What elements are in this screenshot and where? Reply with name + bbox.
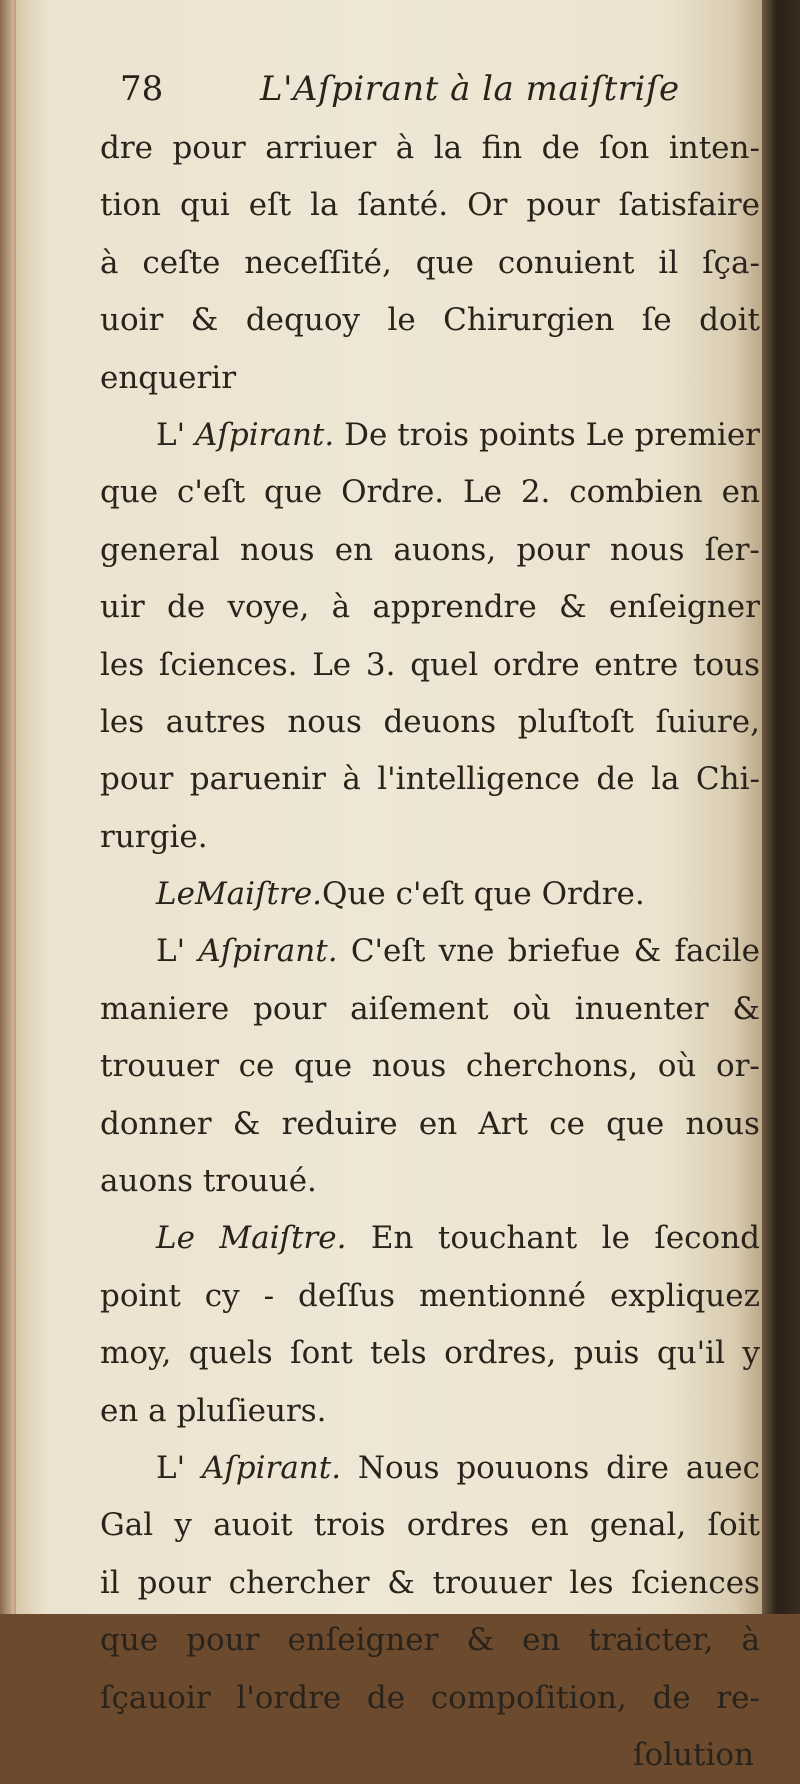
word: nous <box>287 703 362 740</box>
word: & <box>633 933 662 970</box>
word: pour <box>516 531 590 568</box>
word: à <box>100 244 119 281</box>
speaker-label: Aſpirant. <box>201 1449 342 1486</box>
word: l'ordre <box>236 1679 342 1716</box>
speaker-label: Le <box>156 876 195 913</box>
word: nous <box>685 1105 760 1142</box>
text-line <box>100 1670 760 1727</box>
word: il <box>100 1564 120 1601</box>
text-line <box>100 1038 760 1095</box>
word: ſatisfaire <box>618 187 760 224</box>
word: deſſus <box>298 1277 396 1314</box>
word: où <box>512 990 551 1027</box>
word: re- <box>716 1679 760 1716</box>
word: à <box>395 130 415 166</box>
word: & <box>732 990 760 1027</box>
word: En <box>370 1220 414 1257</box>
running-head-title: L'Aſpirant à la maiſtriſe <box>260 69 680 109</box>
word: auec <box>685 1449 760 1486</box>
word: conuient <box>497 244 635 281</box>
word: quels <box>188 1335 273 1372</box>
word: pouuons <box>456 1449 590 1486</box>
word: auons, <box>393 531 497 568</box>
word: Le <box>463 474 502 511</box>
word: facile <box>674 933 760 970</box>
word: traicter, <box>588 1622 714 1659</box>
word: ſciences. <box>158 646 298 683</box>
word: entre <box>594 646 679 683</box>
text-line <box>100 1325 760 1382</box>
text-line <box>100 522 760 579</box>
word: enſeigner <box>287 1622 439 1659</box>
word: que <box>293 1048 353 1085</box>
word: de <box>541 130 580 166</box>
catchword <box>100 1727 760 1784</box>
word: deuons <box>383 703 497 740</box>
word: tels <box>370 1335 427 1372</box>
word: de <box>366 1679 406 1716</box>
word: ſoit <box>707 1507 760 1544</box>
word: à <box>342 761 361 798</box>
word: & <box>466 1622 495 1659</box>
word: uir <box>100 589 145 626</box>
text-line <box>100 1497 760 1554</box>
page-text-block <box>100 58 760 1784</box>
word: expliquez <box>609 1277 760 1314</box>
word: pour <box>253 990 327 1027</box>
word: y <box>742 1335 760 1372</box>
word: les <box>100 646 145 683</box>
word: vne <box>438 933 495 970</box>
word: trouuer <box>432 1564 552 1601</box>
word: la <box>310 187 339 224</box>
word: dire <box>606 1449 670 1486</box>
word: pour <box>137 1564 211 1601</box>
text-line <box>100 177 760 234</box>
word: Ordre. <box>341 474 445 511</box>
word: L' <box>156 1449 186 1486</box>
text-line <box>100 809 760 866</box>
word: l'intelligence <box>377 761 580 798</box>
word: en a pluſieurs. <box>100 1392 327 1429</box>
word: en <box>334 531 374 568</box>
word: point <box>100 1277 181 1314</box>
text-line <box>100 1440 760 1497</box>
word: Chirurgien <box>443 302 615 339</box>
word: ſecond <box>654 1220 760 1257</box>
word: que <box>264 474 323 511</box>
word: ſont <box>290 1335 353 1372</box>
word: cherchons, <box>465 1048 639 1085</box>
word: & <box>232 1105 261 1142</box>
word: les <box>569 1564 614 1601</box>
speaker-label: Maiſtre. <box>194 876 323 913</box>
word: enſeigner <box>608 589 760 626</box>
word: Le <box>585 416 625 453</box>
word: ce <box>549 1105 585 1142</box>
word: que <box>100 474 159 511</box>
word: inten- <box>668 130 760 166</box>
text-line <box>100 350 760 407</box>
text-line <box>100 1555 760 1612</box>
word: ſer- <box>704 531 760 568</box>
word: eſt <box>248 187 292 224</box>
word: qu'il <box>656 1335 726 1372</box>
word: que <box>100 1622 159 1659</box>
word: en <box>418 1105 458 1142</box>
word: points <box>478 416 576 453</box>
word: apprendre <box>372 589 537 626</box>
word: ſciences <box>631 1564 760 1601</box>
word: ſolution <box>632 1736 754 1773</box>
word: ſanté. <box>357 187 449 224</box>
word: reduire <box>281 1105 398 1142</box>
word: nous <box>610 531 685 568</box>
text-line <box>100 694 760 751</box>
word: ſçauoir <box>100 1679 211 1716</box>
word: general <box>100 531 220 568</box>
word: fin <box>481 130 523 166</box>
word: dequoy <box>245 302 361 339</box>
text-line <box>100 235 760 292</box>
text-line <box>100 923 760 980</box>
word: pluſtoſt <box>517 703 634 740</box>
word: où <box>657 1048 697 1085</box>
word: le <box>387 302 416 339</box>
word: tion <box>100 187 162 224</box>
text-line <box>100 866 760 923</box>
word: dre <box>100 130 154 166</box>
text-line <box>100 120 760 177</box>
word: Que c'eſt que Ordre. <box>322 876 645 913</box>
word: de <box>596 761 635 798</box>
word: ſça- <box>702 244 760 281</box>
word: en <box>522 1622 561 1659</box>
word: Nous <box>357 1449 440 1486</box>
word: & <box>387 1564 415 1601</box>
text-line <box>100 637 760 694</box>
text-line <box>100 1096 760 1153</box>
word: paruenir <box>189 761 326 798</box>
word: inuenter <box>574 990 709 1027</box>
word: C'eſt <box>350 933 426 970</box>
word: pour <box>100 761 174 798</box>
page-number: 78 <box>120 69 164 109</box>
word: auoit <box>213 1507 293 1544</box>
word: à <box>741 1622 760 1659</box>
word: pour <box>186 1622 260 1659</box>
word: combien <box>569 474 703 511</box>
word: trois <box>313 1507 386 1544</box>
word: or- <box>715 1048 760 1085</box>
word: puis <box>573 1335 640 1372</box>
word: pour <box>526 187 600 224</box>
word: donner <box>100 1105 212 1142</box>
text-line <box>100 1210 760 1267</box>
word: L' <box>156 416 186 453</box>
word: 2. <box>520 474 551 511</box>
word: il <box>658 244 679 281</box>
word: à <box>331 589 351 626</box>
word: compoſition, <box>430 1679 627 1716</box>
running-head <box>100 58 760 120</box>
facing-page-edge <box>762 0 800 1614</box>
word: briefue <box>507 933 621 970</box>
word: qui <box>180 187 230 224</box>
text-line <box>100 1153 760 1210</box>
word: chercher <box>228 1564 370 1601</box>
word: la <box>433 130 463 166</box>
word: - <box>263 1277 275 1314</box>
word: cy <box>204 1277 240 1314</box>
word: maniere <box>100 990 230 1027</box>
word: 3. <box>365 646 396 683</box>
word: Chi- <box>695 761 760 798</box>
text-line <box>100 579 760 636</box>
word: ordres <box>406 1507 510 1544</box>
word: moy, <box>100 1335 172 1372</box>
speaker-label: Le <box>156 1220 195 1257</box>
word: y <box>174 1507 192 1544</box>
word: trouuer <box>100 1048 220 1085</box>
word: Gal <box>100 1507 154 1544</box>
word: de <box>166 589 206 626</box>
word: De <box>344 416 388 453</box>
text-line <box>100 1383 760 1440</box>
text-line <box>100 292 760 349</box>
word: neceſſité, <box>244 244 392 281</box>
word: les <box>100 703 145 740</box>
word: mentionné <box>418 1277 587 1314</box>
word: premier <box>634 416 760 453</box>
word: nous <box>239 531 315 568</box>
word: Or <box>467 187 508 224</box>
word: ceſte <box>142 244 221 281</box>
word: touchant <box>437 1220 578 1257</box>
word: de <box>652 1679 691 1716</box>
body-text <box>100 120 760 1784</box>
word: L' <box>156 933 186 970</box>
word: ſe <box>641 302 672 339</box>
text-line <box>100 751 760 808</box>
word: que <box>415 244 474 281</box>
word: auons trouué. <box>100 1163 317 1200</box>
word: ordre <box>493 646 580 683</box>
word: Le <box>312 646 352 683</box>
word: en <box>721 474 760 511</box>
word: arriuer <box>265 130 377 166</box>
word: voye, <box>227 589 310 626</box>
text-line <box>100 407 760 464</box>
word: la <box>651 761 680 798</box>
speaker-label: Aſpirant. <box>195 416 335 453</box>
word: le <box>601 1220 630 1257</box>
word: trois <box>397 416 470 453</box>
word: genal, <box>589 1507 687 1544</box>
text-line <box>100 464 760 521</box>
word: ce <box>238 1048 275 1085</box>
word: doit <box>699 302 760 339</box>
speaker-label: Aſpirant. <box>198 933 338 970</box>
word: autres <box>165 703 266 740</box>
word: ſon <box>599 130 650 166</box>
text-line <box>100 1612 760 1669</box>
word: ordres, <box>444 1335 557 1372</box>
speaker-label: Maiſtre. <box>219 1220 347 1257</box>
word: pour <box>172 130 246 166</box>
word: tous <box>692 646 760 683</box>
word: que <box>606 1105 665 1142</box>
word: en <box>530 1507 569 1544</box>
word: & <box>559 589 587 626</box>
word: quel <box>410 646 479 683</box>
word: enquerir <box>100 359 237 396</box>
word: & <box>190 302 219 339</box>
text-line <box>100 1268 760 1325</box>
word: uoir <box>100 302 164 339</box>
text-line <box>100 981 760 1038</box>
word: c'eſt <box>177 474 246 511</box>
word: Art <box>478 1105 529 1142</box>
word: aiſement <box>350 990 489 1027</box>
word: rurgie. <box>100 818 208 855</box>
word: nous <box>371 1048 447 1085</box>
word: ſuiure, <box>655 703 760 740</box>
